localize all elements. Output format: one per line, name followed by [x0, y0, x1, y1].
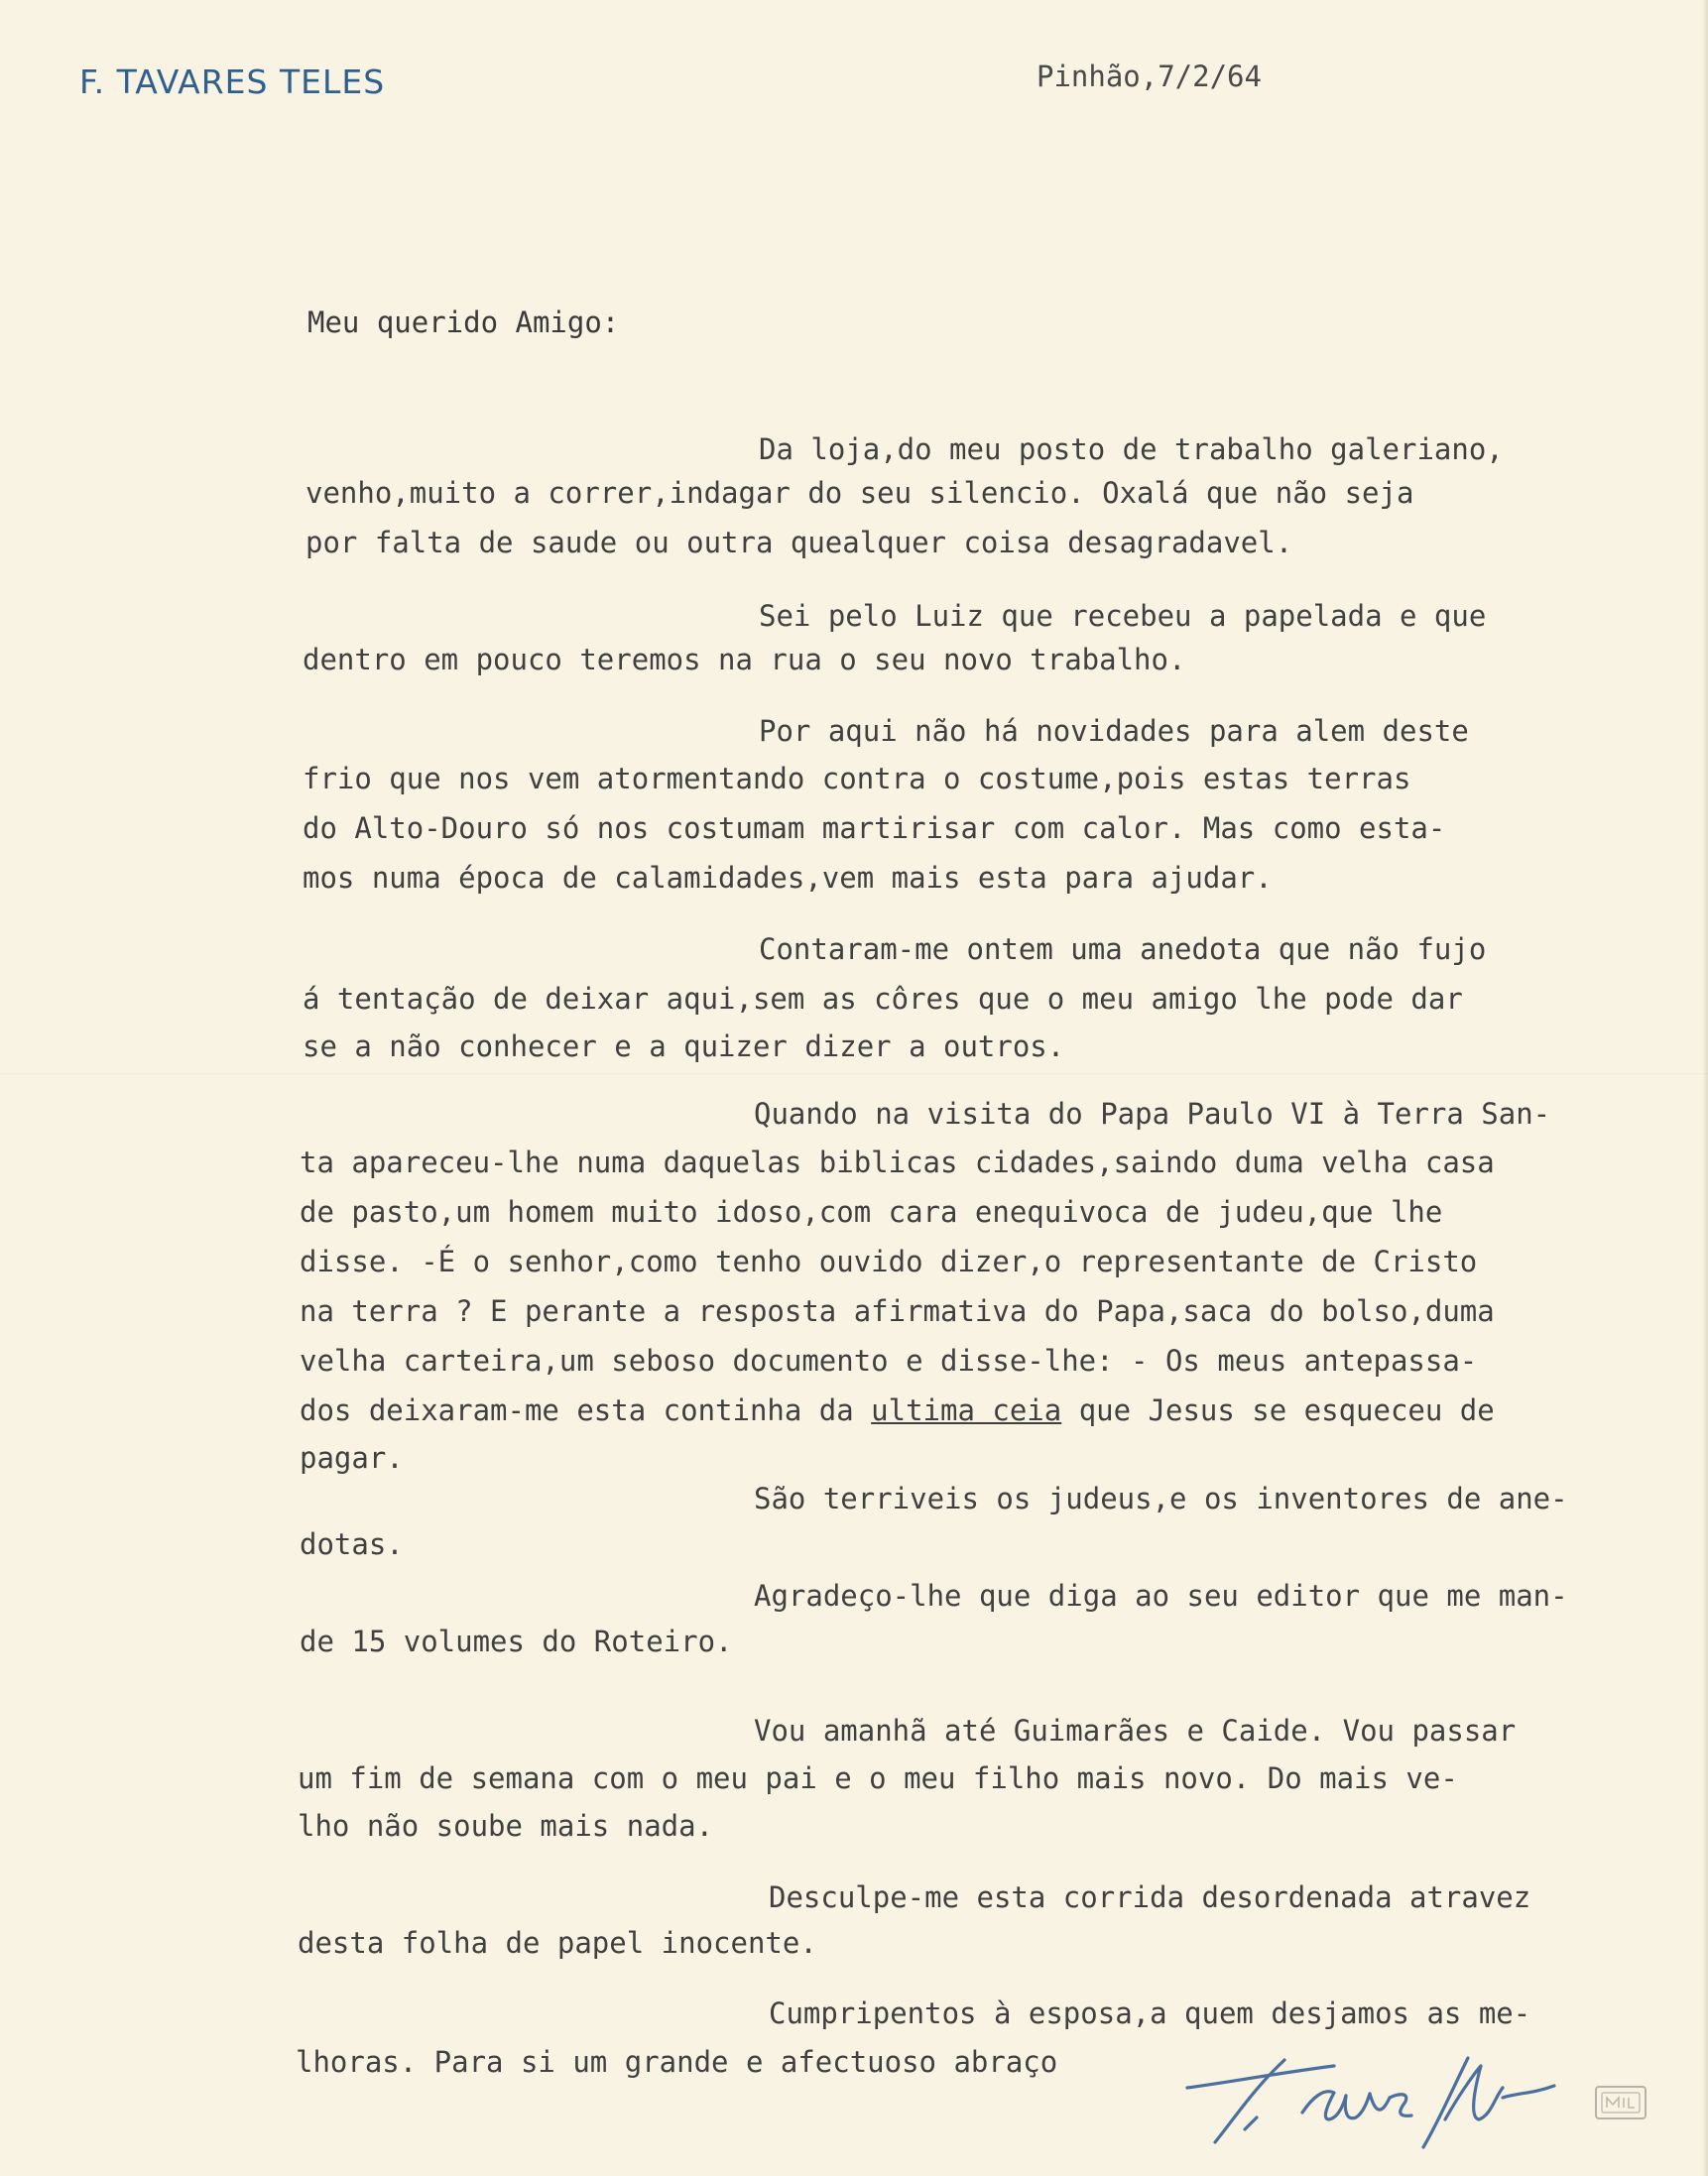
anecdote-text-before: dos deixaram-me esta continha da	[300, 1393, 872, 1427]
body-line: velha carteira,um seboso documento e disse-lhe: - Os meus antepassa-	[300, 1344, 1478, 1378]
body-line: de pasto,um homem muito idoso,com cara enequivoca de judeu,que lhe	[300, 1195, 1443, 1229]
body-line: mos numa época de calamidades,vem mais esta para ajudar.	[303, 861, 1273, 895]
body-line: Sei pelo Luiz que recebeu a papelada e que	[759, 599, 1487, 633]
body-line: do Alto-Douro só nos costumam martirisar com calor. Mas como esta-	[303, 811, 1446, 845]
body-line: Agradeço-lhe que diga ao seu editor que me man-	[754, 1579, 1568, 1613]
body-line: Da loja,do meu posto de trabalho galeriano,	[759, 432, 1504, 466]
body-line: frio que nos vem atormentando contra o costume,pois estas terras	[303, 762, 1411, 795]
archive-stamp	[1593, 2083, 1650, 2122]
body-line: Contaram-me ontem uma anedota que não fujo	[759, 932, 1487, 966]
body-line: Quando na visita do Papa Paulo VI à Terra San-	[754, 1097, 1551, 1131]
body-line: ta apareceu-lhe numa daquelas biblicas cidades,saindo duma velha casa	[300, 1146, 1495, 1179]
anecdote-text-after: que Jesus se esqueceu de	[1061, 1393, 1495, 1427]
body-line: disse. -É o senhor,como tenho ouvido dizer,o representante de Cristo	[300, 1245, 1478, 1278]
body-line: dentro em pouco teremos na rua o seu novo trabalho.	[303, 643, 1186, 676]
body-line: venho,muito a correr,indagar do seu silencio. Oxalá que não seja	[305, 476, 1414, 510]
body-line: de 15 volumes do Roteiro.	[300, 1625, 733, 1658]
body-line: na terra ? E perante a resposta afirmativa do Papa,saca do bolso,duma	[300, 1294, 1495, 1328]
body-line: São terriveis os judeus,e os inventores de ane-	[754, 1482, 1568, 1515]
body-line: dotas.	[300, 1527, 404, 1561]
body-line: Vou amanhã até Guimarães e Caide. Vou passar	[754, 1714, 1517, 1748]
body-line: pagar.	[300, 1441, 404, 1475]
body-line-anecdote	[300, 1393, 1495, 1427]
body-line: se a não conhecer e a quizer dizer a outros.	[303, 1029, 1065, 1063]
letter-date: Pinhão,7/2/64	[1037, 60, 1262, 93]
letterhead: F. TAVARES TELES	[79, 62, 386, 101]
body-line: lho não soube mais nada.	[298, 1809, 714, 1843]
salutation: Meu querido Amigo:	[307, 305, 620, 339]
body-line: Por aqui não há novidades para alem deste	[759, 714, 1469, 748]
handwritten-signature	[1185, 2048, 1562, 2157]
body-line: um fim de semana com o meu pai e o meu filho mais novo. Do mais ve-	[298, 1761, 1458, 1795]
body-line: lhoras. Para si um grande e afectuoso abraço	[296, 2045, 1058, 2079]
body-line: Cumpripentos à esposa,a quem desjamos as me-	[769, 1996, 1531, 2030]
underlined-phrase: ultima ceia	[871, 1393, 1062, 1427]
body-line: desta folha de papel inocente.	[298, 1926, 817, 1960]
body-line: Desculpe-me esta corrida desordenada atravez	[769, 1880, 1531, 1914]
body-line: por falta de saude ou outra quealquer coisa desagradavel.	[305, 526, 1293, 559]
body-line: á tentação de deixar aqui,sem as côres que o meu amigo lhe pode dar	[303, 982, 1463, 1016]
